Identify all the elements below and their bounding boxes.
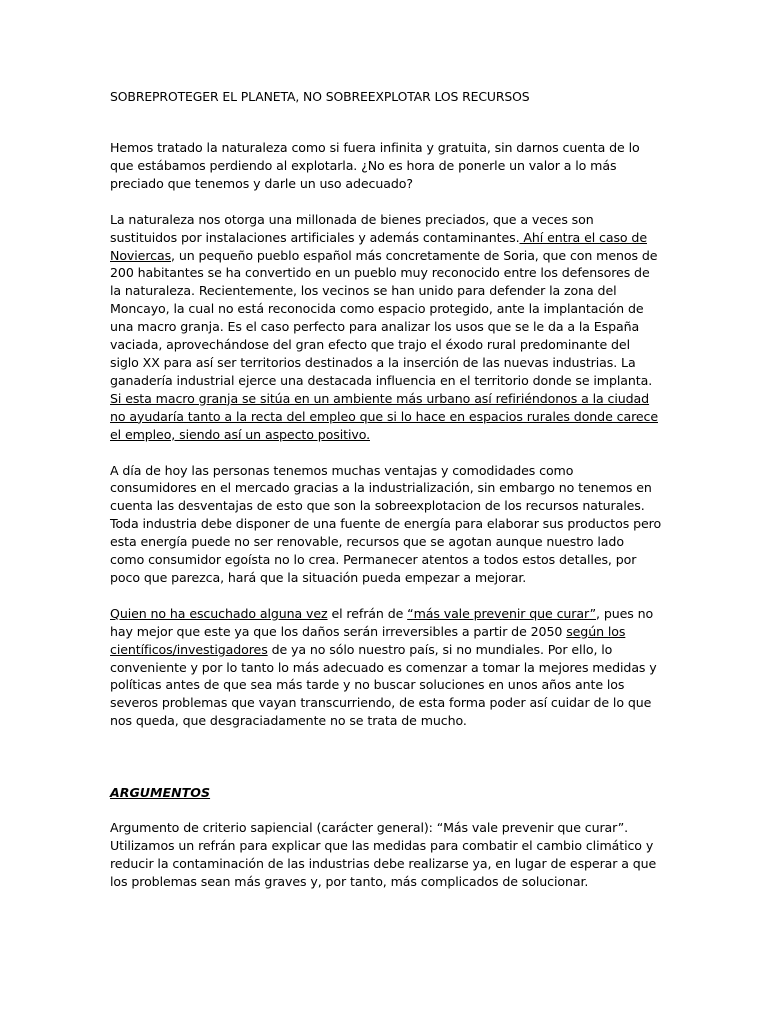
paragraph-intro: Hemos tratado la naturaleza como si fuera infinita y gratuita, sin darnos cuenta de lo que estábamos perdiendo al explotarla. ¿No es hora de ponerle un valor a lo más preciado que tenemos y darle un uso adecuado? <box>110 140 640 191</box>
paragraph-refran-underline-2: “más vale prevenir que curar” <box>407 605 597 621</box>
paragraph-noviercas-underline-2: Si esta macro granja se sitúa en un ambiente más urbano así refiriéndonos a la ciudad no ayudaría tanto a la recta del empleo que si lo hace en espacios rurales donde carece el empleo, siendo así un aspecto positivo. <box>110 390 658 442</box>
section-heading-argumentos: ARGUMENTOS <box>110 785 211 801</box>
document-title: SOBREPROTEGER EL PLANETA, NO SOBREEXPLOTAR LOS RECURSOS <box>110 89 530 104</box>
paragraph-refran-text-1: el refrán de <box>327 605 408 621</box>
paragraph-refran-text-3: de ya no sólo nuestro país, si no mundiales. Por ello, lo conveniente y por lo tanto lo más adecuado es comenzar a tomar la mejores medidas y políticas antes de que sea más tarde y no buscar soluciones en unos años ante los severos problemas que vayan transcurriendo, de esta forma poder así cuidar de lo que nos queda, que desgraciadamente no se trata de mucho. <box>110 641 657 729</box>
document-page <box>110 88 662 891</box>
paragraph-industrializacion: A día de hoy las personas tenemos muchas ventajas y comodidades como consumidores en el mercado gracias a la industrialización, sin embargo no tenemos en cuenta las desventajas de esto que son la sobreexplotacion de los recursos naturales. Toda industria debe disponer de una fuente de energía para elaborar sus productos pero esta energía puede no ser renovable, recursos que se agotan aunque nuestro lado como consumidor egoísta no lo crea. Permanecer atentos a todos estos detalles, por poco que parezca, hará que la situación pueda empezar a mejorar. <box>110 462 662 585</box>
paragraph-refran-underline-1: Quien no ha escuchado alguna vez <box>110 605 328 621</box>
paragraph-noviercas-underline-1: Ahí entra el caso de Noviercas <box>110 229 647 263</box>
paragraph-refran-text-2: , pues no hay mejor que este ya que los daños serán irreversibles a partir de 2050 <box>110 605 654 639</box>
paragraph-noviercas-text-1: La naturaleza nos otorga una millonada de bienes preciados, que a veces son sustituidos por instalaciones artificiales y además contaminantes. <box>110 211 594 245</box>
paragraph-noviercas-text-2: , un pequeño pueblo español más concretamente de Soria, que con menos de 200 habitantes se ha convertido en un pueblo muy reconocido entre los defensores de la naturaleza. Recientemente, los vecinos se han unido para defender la zona del Moncayo, la cual no está reconocida como espacio protegido, ante la implantación de una macro granja. Es el caso perfecto para analizar los usos que se le da a la España vaciada, aprovechándose del gran efecto que trajo el éxodo rural predominante del siglo XX para así ser territorios destinados a la inserción de las nuevas industrias. La ganadería industrial ejerce una destacada influencia en el territorio donde se implanta. <box>110 247 658 388</box>
paragraph-noviercas <box>110 211 662 444</box>
paragraph-argumento: Argumento de criterio sapiencial (carácter general): “Más vale prevenir que curar”. Utilizamos un refrán para explicar que las medidas para combatir el cambio climático y reducir la contaminación de las industrias debe realizarse ya, en lugar de esperar a que los problemas sean más graves y, por tanto, más complicados de solucionar. <box>110 820 657 889</box>
paragraph-refran <box>110 605 662 730</box>
paragraph-refran-underline-3: según los científicos/investigadores <box>110 623 626 657</box>
